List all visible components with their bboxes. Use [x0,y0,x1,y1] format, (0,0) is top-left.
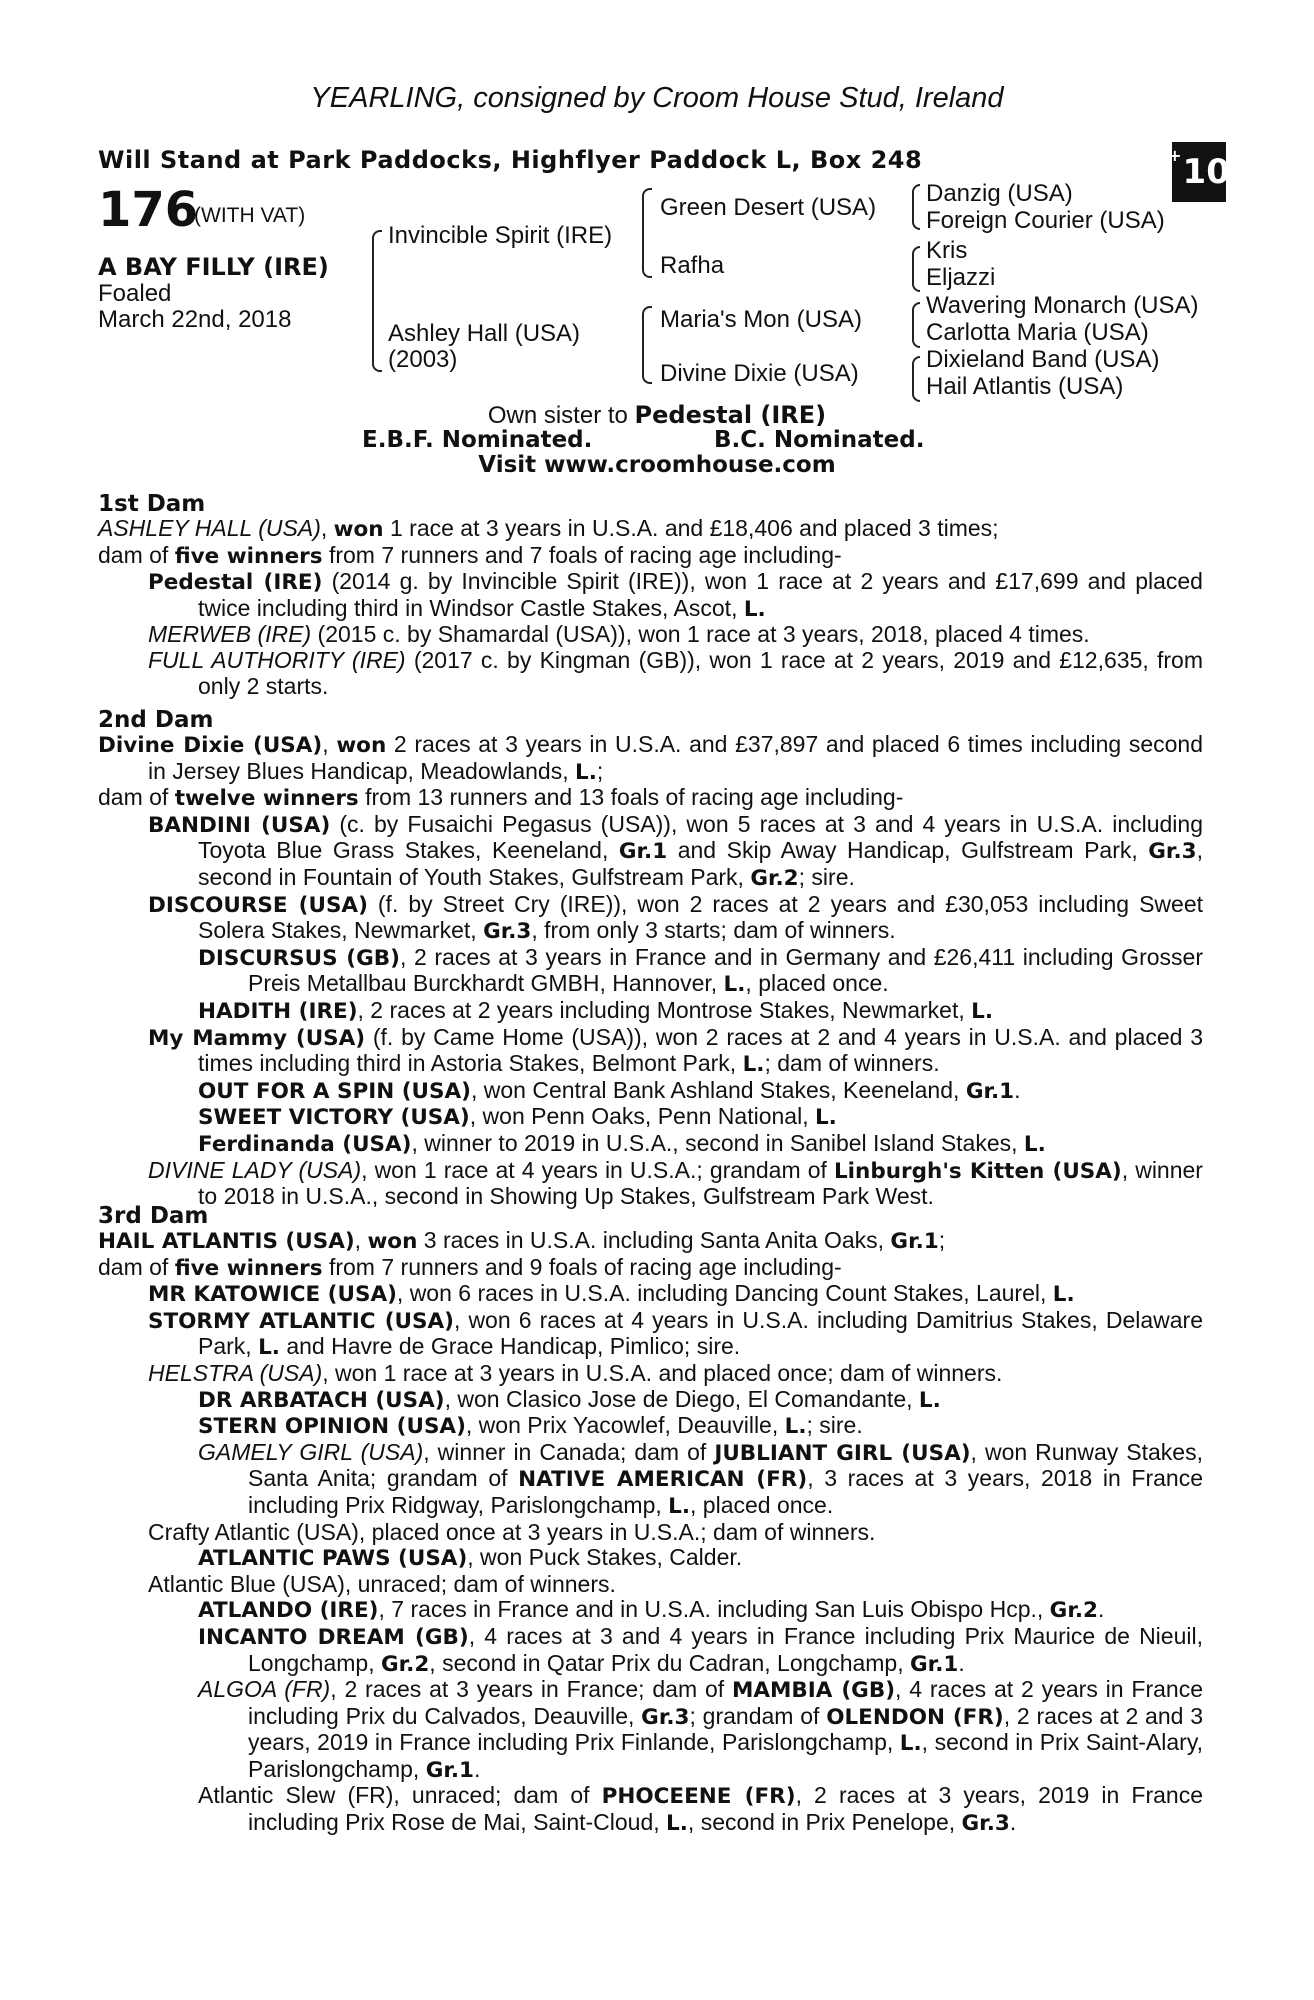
pedigree-dds: Dixieland Band (USA) [926,346,1160,373]
ebf-nominated: E.B.F. Nominated. [362,427,593,453]
pedigree-sire-dam: Rafha [660,252,725,279]
pedigree-brace-3-bottom [912,324,920,348]
pedigree-brace-4-top [912,356,920,380]
pedigree-brace-main-top [372,230,382,302]
stand-location: Will Stand at Park Paddocks, Highflyer Paddock L, Box 248 [98,146,923,174]
lot-badge [1168,142,1230,202]
pedigree-dam-sire: Maria's Mon (USA) [660,306,862,333]
second-dam-text: Divine Dixie (USA), won 2 races at 3 years in U.S.A. and £37,897 and placed 6 times including second in Jersey Blues Handicap, Meadowlands, L.; dam of twelve winners from 13 runners and 13 foals of racing age including- BANDINI (USA) (c. by Fusaichi Pegasus (USA)), won 5 races at 3 and 4 years in U.S.A. including Toyota Blue Grass Stakes, Keeneland, Gr.1 and Skip Away Handicap, Gulfstream Park, Gr.3, second in Fountain of Youth Stakes, Gulfstream Park, Gr.2; sire. DISCOURSE (USA) (f. by Street Cry (IRE)), won 2 races at 2 years and £30,053 including Sweet Solera Stakes, Newmarket, Gr.3, from only 3 starts; dam of winners. DISCURSUS (GB), 2 races at 3 years in France and in Germany and £26,411 including Grosser Preis Metallbau Burckhardt GMBH, Hannover, L., placed once. HADITH (IRE), 2 races at 2 years including Montrose Stakes, Newmarket, L. My Mammy (USA) (f. by Came Home (USA)), won 2 races at 2 and 4 years in U.S.A. and placed 3 times including third in Astoria Stakes, Belmont Park, L.; dam of winners. OUT FOR A SPIN (USA), won Central Bank Ashland Stakes, Keeneland, Gr.1. SWEET VICTORY (USA), won Penn Oaks, Penn National, L. Ferdinanda (USA), winner to 2019 in U.S.A., second in Sanibel Island Stakes, L. DIVINE LADY (USA), won 1 race at 4 years in U.S.A.; grandam of Linburgh's Kitten (USA), winner to 2018 in U.S.A., second in Showing Up Stakes, Gulfstream Park West. [98,731,1204,1210]
badge-plus: + [1168,146,1182,165]
pedigree-brace-4-bottom [912,378,920,402]
pedigree-brace-sire-top [642,188,652,234]
own-sister-prefix: Own sister to [487,402,635,429]
pedigree-dam-dam: Divine Dixie (USA) [660,360,859,387]
pedigree-sdd: Eljazzi [926,264,996,291]
pedigree-brace-dam-bottom [642,334,652,384]
lot-description: A BAY FILLY (IRE) [98,253,329,281]
third-dam-heading: 3rd Dam [98,1203,209,1229]
pedigree-dsd: Carlotta Maria (USA) [926,319,1149,346]
pedigree-sire: Invincible Spirit (IRE) [388,222,613,249]
pedigree-brace-main-bottom [372,300,382,372]
foaled-label: Foaled [98,280,172,307]
pedigree-ssd: Foreign Courier (USA) [926,207,1165,234]
pedigree-dam-year: (2003) [388,346,458,373]
first-dam-text: ASHLEY HALL (USA), won 1 race at 3 years in U.S.A. and £18,406 and placed 3 times; dam of five winners from 7 runners and 7 foals of racing age including- Pedestal (IRE) (2014 g. by Invincible Spirit (IRE)), won 1 race at 2 years and £17,699 and placed twice including third in Windsor Castle Stakes, Ascot, L. MERWEB (IRE) (2015 c. by Shamardal (USA)), won 1 race at 3 years, 2018, placed 4 times. FULL AUTHORITY (IRE) (2017 c. by Kingman (GB)), won 1 race at 2 years, 2019 and £12,635, from only 2 starts. [98,515,1203,699]
pedigree-brace-2-bottom [912,268,920,292]
visit-website: Visit www.croomhouse.com [478,452,836,478]
pedigree-brace-1-bottom [912,206,920,230]
pedigree-ddd: Hail Atlantis (USA) [926,373,1124,400]
pedigree-dss: Wavering Monarch (USA) [926,292,1199,319]
pedigree-sds: Kris [926,237,968,264]
pedigree-brace-3-top [912,302,920,326]
foaled-date: March 22nd, 2018 [98,306,292,333]
pedigree-brace-1-top [912,184,920,208]
third-dam-text: HAIL ATLANTIS (USA), won 3 races in U.S.A. including Santa Anita Oaks, Gr.1; dam of five winners from 7 runners and 9 foals of racing age including- MR KATOWICE (USA), won 6 races in U.S.A. including Dancing Count Stakes, Laurel, L. STORMY ATLANTIC (USA), won 6 races at 4 years in U.S.A. including Damitrius Stakes, Delaware Park, L. and Havre de Grace Handicap, Pimlico; sire. HELSTRA (USA), won 1 race at 3 years in U.S.A. and placed once; dam of winners. DR ARBATACH (USA), won Clasico Jose de Diego, El Comandante, L. STERN OPINION (USA), won Prix Yacowlef, Deauville, L.; sire. GAMELY GIRL (USA), winner in Canada; dam of JUBLIANT GIRL (USA), won Runway Stakes, Santa Anita; grandam of NATIVE AMERICAN (FR), 3 races at 3 years, 2018 in France including Prix Ridgway, Parislongchamp, L., placed once. Crafty Atlantic (USA), placed once at 3 years in U.S.A.; dam of winners. ATLANTIC PAWS (USA), won Puck Stakes, Calder. Atlantic Blue (USA), unraced; dam of winners. ATLANDO (IRE), 7 races in France and in U.S.A. including San Luis Obispo Hcp., Gr.2. INCANTO DREAM (GB), 4 races at 3 and 4 years in France including Prix Maurice de Nieuil, Longchamp, Gr.2, second in Qatar Prix du Cadran, Longchamp, Gr.1. ALGOA (FR), 2 races at 3 years in France; dam of MAMBIA (GB), 4 races at 2 years in France including Prix du Calvados, Deauville, Gr.3; grandam of OLENDON (FR), 2 races at 2 and 3 years, 2019 in France including Prix Finlande, Parislongchamp, L., second in Prix Saint-Alary, Parislongchamp, Gr.1. Atlantic Slew (FR), unraced; dam of PHOCEENE (FR), 2 races at 3 years, 2019 in France including Prix Rose de Mai, Saint-Cloud, L., second in Prix Penelope, Gr.3. [98,1227,1204,1837]
page-header: YEARLING, consigned by Croom House Stud, Ireland [310,82,1004,114]
pedigree-brace-2-top [912,246,920,270]
pedigree-sss: Danzig (USA) [926,180,1073,207]
first-dam-heading: 1st Dam [98,491,206,517]
second-dam-heading: 2nd Dam [98,707,214,733]
own-sister-note [0,401,1314,430]
vat-note: (WITH VAT) [194,204,306,227]
lot-number: 176 [98,182,199,238]
badge-number: 10 [1182,152,1230,192]
pedigree-brace-dam-top [642,306,652,336]
pedigree-sire-sire: Green Desert (USA) [660,194,877,221]
pedigree-brace-sire-bottom [642,232,652,278]
pedigree-dam: Ashley Hall (USA) [388,320,581,347]
own-sister-name: Pedestal (IRE) [634,401,827,429]
bc-nominated: B.C. Nominated. [714,427,925,453]
